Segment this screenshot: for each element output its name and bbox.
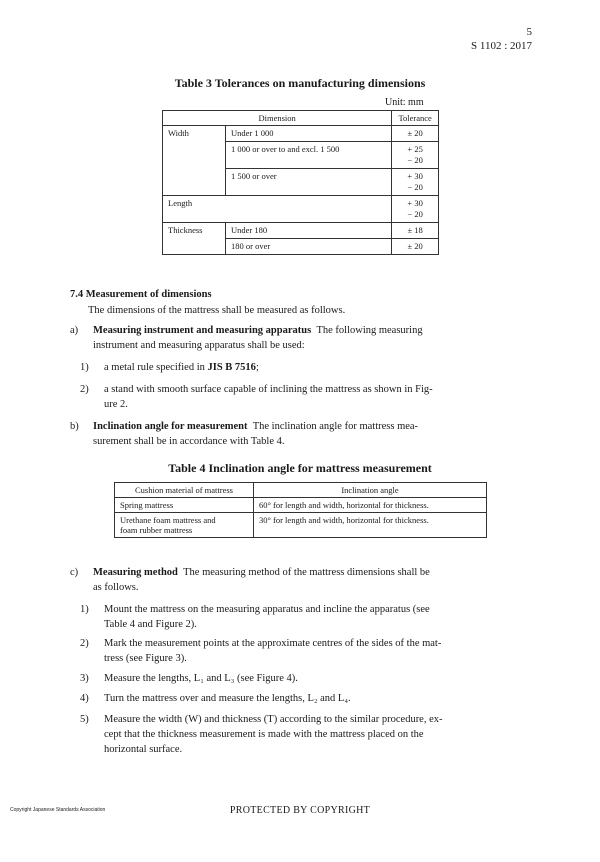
table3-header-tolerance: Tolerance [392,111,439,126]
table3-cell: 1 500 or over [226,169,392,196]
tol-lower: − 20 [407,182,423,192]
item-text: The following measuring [316,325,423,336]
tol-upper: + 25 [407,144,423,154]
footer-protected: PROTECTED BY COPYRIGHT [229,805,371,816]
table3-thickness-label: Thickness [163,223,226,255]
page-number: 5 [526,26,532,38]
list-marker: a) [70,325,79,336]
item-text: horizontal surface. [104,744,183,755]
table3-cell: ± 20 [392,126,439,142]
item-text: instrument and measuring apparatus shall be used: [93,340,305,351]
list-item-a [93,324,533,338]
list-item-c [93,566,533,580]
item-text: The inclination angle for mattress mea- [252,421,419,432]
list-marker: b) [70,421,79,432]
item-text: Mount the mattress on the measuring apparatus and incline the apparatus (see [104,604,430,615]
list-item-b [93,420,533,434]
tol-upper: + 30 [407,198,423,208]
item-text: a metal rule specified in [104,362,205,373]
table3-unit: Unit: mm [385,97,424,108]
table3-width-label: Width [163,126,226,196]
section-heading: 7.4 Measurement of dimensions [70,289,212,300]
item-text: Measure the lengths, L₁ and L₃ (see Figure 4). [104,673,298,684]
table3 [162,110,439,255]
item-text: Turn the mattress over and measure the lengths, L₂ and L₄. [104,693,351,704]
item-title: Inclination angle for measurement [93,421,248,432]
item-text: tress (see Figure 3). [104,653,187,664]
footer-copyright: Copyright Japanese Standards Association [10,807,106,813]
table4-cell: 60° for length and width, horizontal for thickness. [254,498,487,513]
table3-caption: Table 3 Tolerances on manufacturing dimensions [174,76,426,90]
table4-header-material: Cushion material of mattress [115,483,254,498]
tol-upper: + 30 [407,171,423,181]
standard-reference: JIS B 7516 [207,362,256,373]
table3-cell [392,142,439,169]
item-text: ; [255,362,259,373]
item-text: Measure the width (W) and thickness (T) according to the similar procedure, ex- [104,714,443,725]
table3-length-label: Length [163,196,392,223]
cell-line: foam rubber mattress [120,525,193,535]
standard-number: S 1102 : 2017 [470,40,532,52]
item-title: Measuring method [93,567,178,578]
table3-cell: Under 1 000 [226,126,392,142]
section-intro: The dimensions of the mattress shall be measured as follows. [88,305,346,316]
item-text: cept that the thickness measurement is made with the mattress placed on the [104,729,424,740]
list-marker: 2) [80,384,89,395]
list-marker: c) [70,567,79,578]
list-marker: 1) [80,362,89,373]
item-text: as follows. [93,582,139,593]
tol-lower: − 20 [407,155,423,165]
item-text: The measuring method of the mattress dimensions shall be [183,567,430,578]
list-marker: 2) [80,638,89,649]
table3-cell: 1 000 or over to and excl. 1 500 [226,142,392,169]
list-marker: 3) [80,673,89,684]
list-item-a1 [104,361,259,375]
table4-header-angle: Inclination angle [254,483,487,498]
table3-cell: Under 180 [226,223,392,239]
item-text: surement shall be in accordance with Table 4. [93,436,285,447]
item-text: Mark the measurement points at the approximate centres of the sides of the mat- [104,638,442,649]
table4 [114,482,487,538]
table4-caption: Table 4 Inclination angle for mattress measurement [168,461,432,475]
list-marker: 1) [80,604,89,615]
tol-lower: − 20 [407,209,423,219]
table4-cell: 30° for length and width, horizontal for thickness. [254,513,487,538]
table3-cell: ± 18 [392,223,439,239]
item-text: Table 4 and Figure 2). [104,619,197,630]
list-marker: 4) [80,693,89,704]
table3-cell: 180 or over [226,239,392,255]
table3-header-dimension: Dimension [163,111,392,126]
table4-cell [115,513,254,538]
item-text: a stand with smooth surface capable of inclining the mattress as shown in Fig- [104,384,433,395]
table4-cell: Spring mattress [115,498,254,513]
list-marker: 5) [80,714,89,725]
table3-cell [392,196,439,223]
item-text: ure 2. [104,399,128,410]
cell-line: Urethane foam mattress and [120,515,216,525]
table3-cell: ± 20 [392,239,439,255]
table3-cell [392,169,439,196]
item-title: Measuring instrument and measuring apparatus [93,325,312,336]
